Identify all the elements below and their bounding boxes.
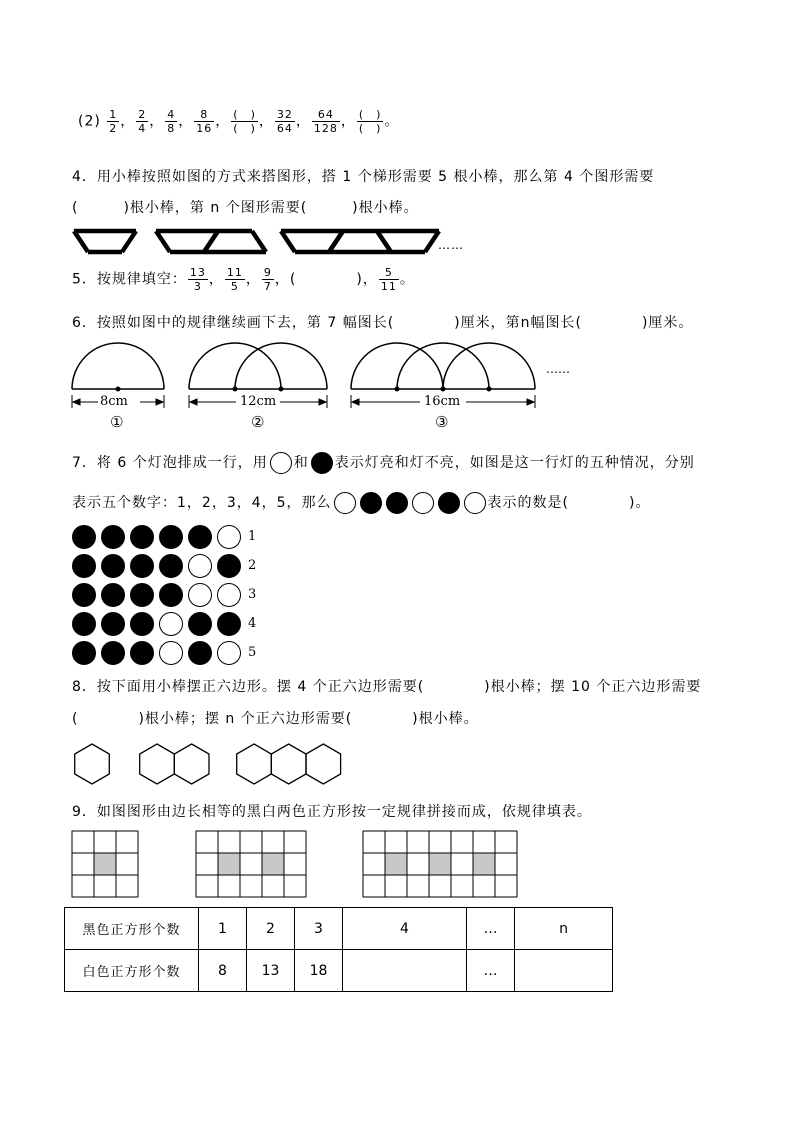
q7-line1-c: 表示灯亮和灯不亮，如图是这一行灯的五种情况，分别: [334, 455, 695, 471]
numerator: ( ): [233, 108, 256, 121]
black-square: [262, 853, 284, 875]
table-cell: 8: [199, 950, 247, 992]
q4-text-line2: ( )根小棒，第 n 个图形需要( )根小棒。: [72, 200, 419, 216]
row2-header: 白色正方形个数: [65, 950, 199, 992]
figure-3-length: 16cm: [424, 394, 461, 409]
white-square: [196, 831, 218, 853]
separator: 。: [384, 113, 400, 130]
table-cell: 4: [343, 908, 467, 950]
bulb-row-value: 1: [248, 529, 257, 544]
numerator: ( ): [358, 108, 382, 121]
white-square: [262, 875, 284, 897]
white-square: [240, 831, 262, 853]
denominator: 5: [230, 280, 239, 293]
q4-ellipsis: ……: [438, 238, 464, 252]
table-cell: …: [467, 950, 515, 992]
q5-blank: ( ): [289, 271, 363, 288]
white-square: [72, 853, 94, 875]
numerator: 9: [263, 266, 272, 279]
numerator: 2: [138, 108, 147, 121]
table-cell: 18: [295, 950, 343, 992]
figure-3-label: ③: [435, 413, 449, 431]
answer-cell[interactable]: [343, 950, 467, 992]
figure-1-length: 8cm: [100, 394, 128, 409]
white-square: [116, 853, 138, 875]
white-square: [218, 875, 240, 897]
q6-text: 6．按照如图中的规律继续画下去，第 7 幅图长( )厘米，第n幅图长( )厘米。: [72, 315, 694, 331]
denominator: 7: [263, 280, 272, 293]
white-square: [94, 831, 116, 853]
numerator: 8: [194, 108, 214, 122]
white-square: [363, 853, 385, 875]
q9-text: 9．如图图形由边长相等的黑白两色正方形按一定规律拼接而成，依规律填表。: [72, 804, 592, 820]
table-cell: 2: [247, 908, 295, 950]
denominator: 128: [313, 122, 338, 135]
white-square: [72, 831, 94, 853]
separator: ，: [245, 271, 261, 288]
separator: ，: [149, 113, 165, 130]
figure-2-label: ②: [251, 413, 265, 431]
separator: ，: [295, 113, 311, 130]
denominator: 8: [167, 122, 176, 135]
numerator: 64: [312, 108, 340, 122]
white-square: [363, 831, 385, 853]
white-square: [262, 831, 284, 853]
numerator: 4: [167, 108, 176, 121]
white-square: [407, 853, 429, 875]
black-square: [218, 853, 240, 875]
table-cell: n: [515, 908, 613, 950]
black-square: [473, 853, 495, 875]
numerator: 1: [109, 108, 118, 121]
white-square: [240, 853, 262, 875]
white-square: [385, 831, 407, 853]
numerator: 32: [276, 108, 293, 121]
q7-line1-a: 7．将 6 个灯泡排成一行，用: [72, 455, 268, 471]
q2-label: (2): [78, 113, 107, 130]
white-square: [363, 875, 385, 897]
figure-2-length: 12cm: [240, 394, 277, 409]
white-square: [451, 831, 473, 853]
q8-text-line2: ( )根小棒；摆 n 个正六边形需要( )根小棒。: [72, 711, 479, 727]
white-square: [495, 831, 517, 853]
white-square: [495, 875, 517, 897]
white-square: [385, 875, 407, 897]
white-square: [240, 875, 262, 897]
white-square: [407, 831, 429, 853]
white-square: [116, 875, 138, 897]
q7-line1-b: 和: [293, 455, 309, 471]
denominator: 3: [193, 280, 202, 293]
separator: ，: [208, 271, 224, 288]
separator: ，: [362, 271, 378, 288]
q7-line2-a: 表示五个数字：1，2，3，4，5，那么: [72, 495, 332, 511]
separator: ，: [340, 113, 356, 130]
white-square: [407, 875, 429, 897]
white-square: [473, 875, 495, 897]
separator: ，: [120, 113, 136, 130]
denominator: ( ): [358, 122, 382, 135]
separator: 。: [399, 271, 415, 288]
white-square: [72, 875, 94, 897]
separator: ，: [258, 113, 274, 130]
q8-text-line1: 8．按下面用小棒摆正六边形。摆 4 个正六边形需要( )根小棒；摆 10 个正六边形需要: [72, 679, 702, 695]
table-row: [65, 908, 613, 950]
white-square: [218, 831, 240, 853]
bulb-row-value: 3: [248, 587, 257, 602]
white-square: [94, 875, 116, 897]
numerator: 11: [226, 266, 243, 279]
white-square: [473, 831, 495, 853]
white-square: [429, 875, 451, 897]
table-cell: 13: [247, 950, 295, 992]
white-square: [116, 831, 138, 853]
white-square: [429, 831, 451, 853]
white-square: [284, 831, 306, 853]
q7-line2-b: 表示的数是( )。: [487, 495, 651, 511]
black-square: [429, 853, 451, 875]
white-square: [284, 853, 306, 875]
row1-header: 黑色正方形个数: [65, 908, 199, 950]
white-square: [196, 875, 218, 897]
fill-in-table: [64, 907, 613, 992]
table-row: [65, 950, 613, 992]
table-cell: 1: [199, 908, 247, 950]
separator: ，: [274, 271, 290, 288]
denominator: 64: [276, 122, 293, 135]
q5-prefix: 5．按规律填空：: [72, 271, 187, 288]
white-square: [196, 853, 218, 875]
denominator: 11: [380, 280, 397, 293]
numerator: 13: [189, 266, 206, 279]
denominator: 2: [109, 122, 118, 135]
numerator: 5: [379, 266, 399, 280]
bulb-row-value: 2: [248, 558, 257, 573]
bulb-row-value: 5: [248, 645, 257, 660]
q4-text-line1: 4．用小棒按照如图的方式来搭图形，搭 1 个梯形需要 5 根小棒，那么第 4 个图形需要: [72, 169, 655, 185]
denominator: ( ): [233, 122, 256, 135]
separator: ，: [215, 113, 231, 130]
white-square: [451, 875, 473, 897]
figure-1-label: ①: [110, 413, 124, 431]
black-square: [385, 853, 407, 875]
answer-cell[interactable]: [515, 950, 613, 992]
separator: ，: [178, 113, 194, 130]
table-cell: …: [467, 908, 515, 950]
white-square: [284, 875, 306, 897]
black-square: [94, 853, 116, 875]
denominator: 4: [138, 122, 147, 135]
q6-ellipsis: ……: [546, 362, 570, 376]
denominator: 16: [196, 122, 213, 135]
bulb-row-value: 4: [248, 616, 257, 631]
white-square: [451, 853, 473, 875]
table-cell: 3: [295, 908, 343, 950]
white-square: [495, 853, 517, 875]
